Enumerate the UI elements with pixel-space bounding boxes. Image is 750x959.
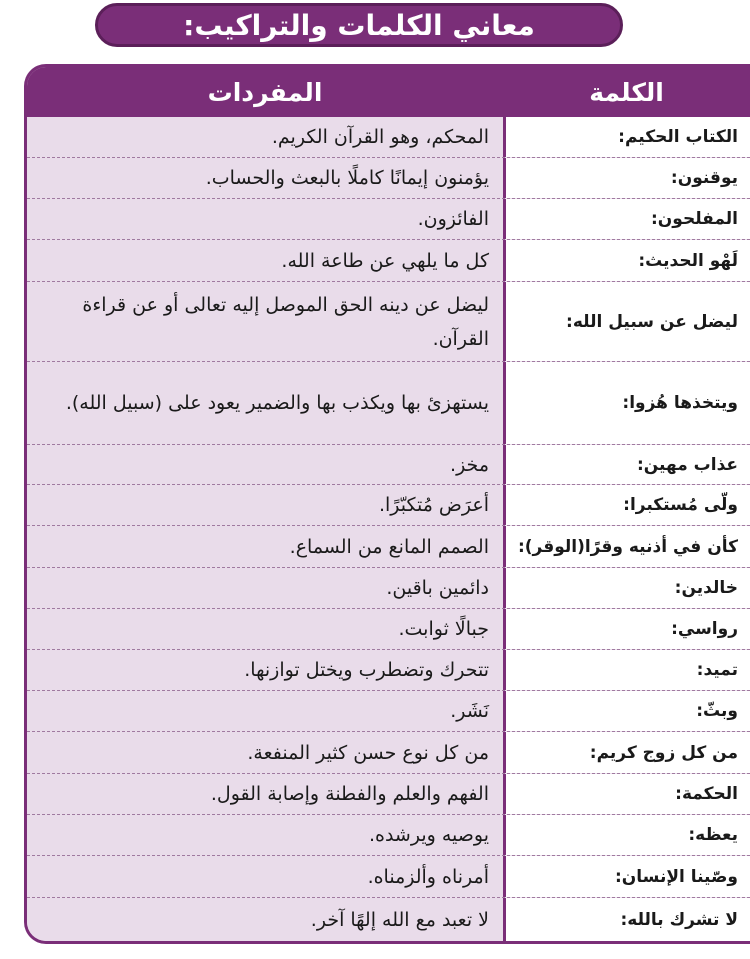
word-cell: الكتاب الحكيم: xyxy=(503,117,750,157)
word-cell: رواسي: xyxy=(503,609,750,649)
meaning-cell: جبالًا ثوابت. xyxy=(27,609,503,649)
table-header xyxy=(27,67,750,117)
word-cell: ويتخذها هُزوا: xyxy=(503,362,750,444)
table-row xyxy=(27,525,750,567)
word-cell: خالدين: xyxy=(503,568,750,608)
word-cell: وصّينا الإنسان: xyxy=(503,856,750,897)
table-row xyxy=(27,731,750,773)
table-row xyxy=(27,855,750,897)
meaning-cell: تتحرك وتضطرب ويختل توازنها. xyxy=(27,650,503,690)
meaning-cell: نَشَر. xyxy=(27,691,503,731)
table-body xyxy=(27,117,750,941)
meaning-cell: مخز. xyxy=(27,445,503,484)
word-cell: تميد: xyxy=(503,650,750,690)
word-cell: الحكمة: xyxy=(503,774,750,814)
meaning-cell: الصمم المانع من السماع. xyxy=(27,526,503,567)
table-row xyxy=(27,690,750,731)
table-row xyxy=(27,117,750,157)
table-row xyxy=(27,608,750,649)
table-row xyxy=(27,773,750,814)
vocabulary-table xyxy=(24,64,750,944)
word-cell: يوقنون: xyxy=(503,158,750,198)
table-row xyxy=(27,897,750,941)
table-row xyxy=(27,157,750,198)
meaning-cell: ليضل عن دينه الحق الموصل إليه تعالى أو عن قراءة القرآن. xyxy=(27,282,503,361)
table-row xyxy=(27,484,750,525)
word-cell: يعظه: xyxy=(503,815,750,855)
table-row xyxy=(27,281,750,361)
meaning-cell: يستهزئ بها ويكذب بها والضمير يعود على (سبيل الله). xyxy=(27,362,503,444)
table-row xyxy=(27,239,750,281)
table-row xyxy=(27,361,750,444)
word-cell: المفلحون: xyxy=(503,199,750,239)
word-cell: من كل زوج كريم: xyxy=(503,732,750,773)
page-title: معاني الكلمات والتراكيب: xyxy=(183,8,535,42)
meaning-cell: أعرَض مُتكبّرًا. xyxy=(27,485,503,525)
title-banner xyxy=(95,3,623,47)
word-cell: لَهْو الحديث: xyxy=(503,240,750,281)
meaning-cell: أمرناه وألزمناه. xyxy=(27,856,503,897)
word-cell: عذاب مهين: xyxy=(503,445,750,484)
header-word: الكلمة xyxy=(589,77,664,107)
table-row xyxy=(27,198,750,239)
meaning-cell: الفائزون. xyxy=(27,199,503,239)
table-row xyxy=(27,567,750,608)
header-meaning: المفردات xyxy=(207,77,323,107)
table-row xyxy=(27,649,750,690)
meaning-cell: دائمين باقين. xyxy=(27,568,503,608)
word-cell: وبثّ: xyxy=(503,691,750,731)
meaning-cell: لا تعبد مع الله إلهًا آخر. xyxy=(27,898,503,941)
meaning-cell: من كل نوع حسن كثير المنفعة. xyxy=(27,732,503,773)
table-row xyxy=(27,814,750,855)
word-cell: لا تشرك بالله: xyxy=(503,898,750,941)
meaning-cell: كل ما يلهي عن طاعة الله. xyxy=(27,240,503,281)
meaning-cell: يوصيه ويرشده. xyxy=(27,815,503,855)
word-cell: ولّى مُستكبرا: xyxy=(503,485,750,525)
word-cell: ليضل عن سبيل الله: xyxy=(503,282,750,361)
meaning-cell: المحكم، وهو القرآن الكريم. xyxy=(27,117,503,157)
word-cell: كأن في أذنيه وقرًا(الوقر): xyxy=(503,526,750,567)
meaning-cell: الفهم والعلم والفطنة وإصابة القول. xyxy=(27,774,503,814)
table-row xyxy=(27,444,750,484)
meaning-cell: يؤمنون إيمانًا كاملًا بالبعث والحساب. xyxy=(27,158,503,198)
